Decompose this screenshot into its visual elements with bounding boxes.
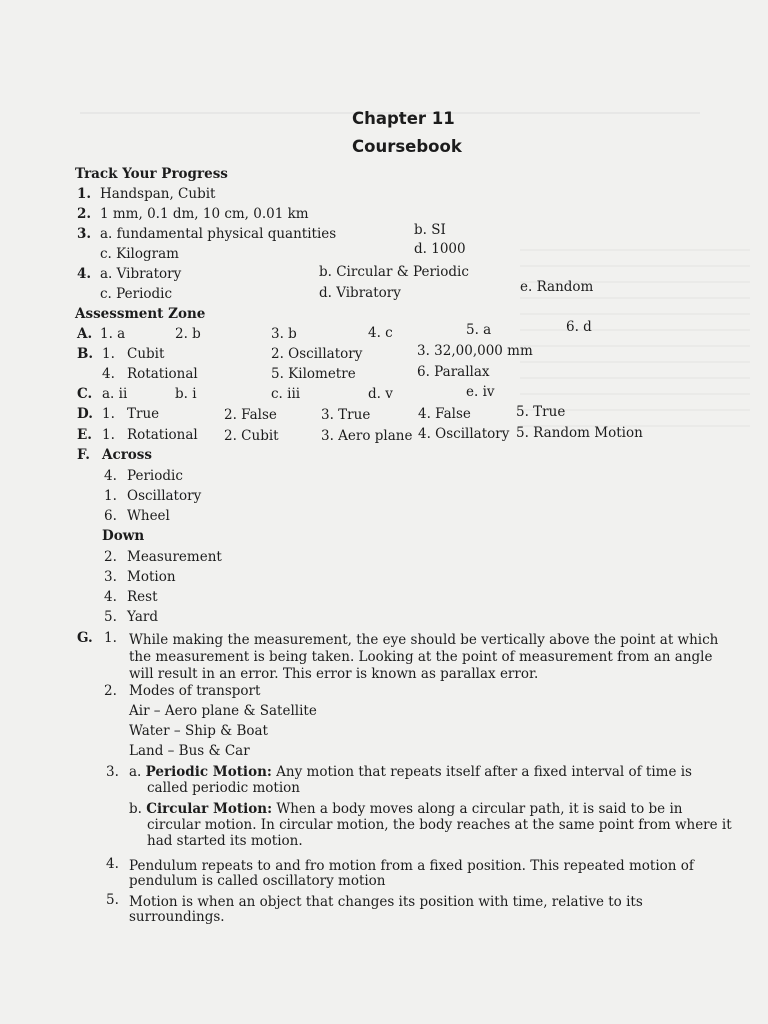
g4-line-1: Pendulum repeats to and fro motion from a fixed position. This repeated motion of (129, 858, 694, 874)
b-r1-num: 1. (102, 346, 115, 362)
track-q3-a: a. fundamental physical quantities (100, 226, 337, 242)
track-q3-d: d. 1000 (414, 241, 466, 257)
a-answer-6: 6. d (566, 319, 592, 335)
across-answer: Oscillatory (127, 488, 202, 504)
g3a-text: Any motion that repeats itself after a fixed interval of time is (271, 764, 692, 780)
b-r2-num: 4. (102, 366, 115, 382)
e-answer-3: 3. Aero plane (321, 428, 413, 444)
down-answer: Motion (127, 569, 176, 585)
assessment-zone-heading: Assessment Zone (75, 306, 206, 322)
g3a-letter: a. (129, 764, 142, 780)
b-answer-3: 3. 32,00,000 mm (417, 343, 533, 359)
e-answer-5: 5. Random Motion (516, 425, 643, 441)
g1-line-2: the measurement is being taken. Looking at the point of measurement from an angle (129, 649, 713, 665)
track-q3-b: b. SI (414, 222, 446, 238)
g2-air: Air – Aero plane & Satellite (129, 703, 317, 719)
d-answer-5: 5. True (516, 404, 566, 420)
c-answer-b: b. i (175, 386, 197, 402)
g2-water: Water – Ship & Boat (129, 723, 268, 739)
c-answer-d: d. v (368, 386, 393, 402)
coursebook-title: Coursebook (352, 137, 462, 156)
track-q2-number: 2. (77, 206, 92, 222)
g3a-term: Periodic Motion: (145, 764, 272, 780)
d-answer-4: 4. False (418, 406, 471, 422)
across-heading: Across (102, 447, 153, 463)
g4-line-2: pendulum is called oscillatory motion (129, 873, 386, 889)
across-num: 1. (104, 488, 117, 504)
track-q3-number: 3. (77, 226, 92, 242)
down-num: 5. (104, 609, 117, 625)
across-answer: Periodic (127, 468, 183, 484)
b-answer-6: 6. Parallax (417, 364, 490, 380)
g3a-line-1 (129, 764, 692, 781)
g2-title: Modes of transport (129, 683, 261, 699)
g3b-line-3: had started its motion. (147, 833, 303, 849)
g3-number: 3. (106, 764, 119, 780)
a-answer-5: 5. a (466, 322, 492, 338)
track-q4-d: d. Vibratory (319, 285, 401, 301)
track-q4-number: 4. (77, 266, 92, 282)
g3b-text: When a body moves along a circular path, it is said to be in (272, 801, 683, 817)
g2-land: Land – Bus & Car (129, 743, 250, 759)
b-answer-1: Cubit (127, 346, 165, 362)
track-progress-heading: Track Your Progress (75, 166, 228, 182)
g2-number: 2. (104, 683, 117, 699)
down-num: 2. (104, 549, 117, 565)
section-g-label: G. (77, 630, 93, 646)
track-q2-answer: 1 mm, 0.1 dm, 10 cm, 0.01 km (100, 206, 309, 222)
down-num: 3. (104, 569, 117, 585)
track-q3-c: c. Kilogram (100, 246, 179, 262)
across-num: 6. (104, 508, 117, 524)
across-num: 4. (104, 468, 117, 484)
d-num-1: 1. (102, 406, 115, 422)
a-answer-2: 2. b (175, 326, 201, 342)
g3b-line-1 (129, 801, 682, 818)
b-answer-4: Rotational (127, 366, 198, 382)
a-answer-4: 4. c (368, 325, 393, 341)
e-answer-1: Rotational (127, 427, 198, 443)
section-d-label: D. (77, 406, 93, 422)
g3b-term: Circular Motion: (146, 801, 273, 817)
track-q4-e: e. Random (520, 279, 594, 295)
g5-number: 5. (106, 892, 119, 908)
down-num: 4. (104, 589, 117, 605)
g3b-line-2: circular motion. In circular motion, the body reaches at the same point from where it (147, 817, 732, 833)
c-answer-e: e. iv (466, 384, 495, 400)
g3b-letter: b. (129, 801, 142, 817)
down-answer: Measurement (127, 549, 222, 565)
down-answer: Rest (127, 589, 158, 605)
down-answer: Yard (127, 609, 159, 625)
a-answer-1: 1. a (100, 326, 126, 342)
d-answer-3: 3. True (321, 407, 371, 423)
b-answer-2: 2. Oscillatory (271, 346, 363, 362)
section-e-label: E. (77, 427, 92, 443)
b-answer-5: 5. Kilometre (271, 366, 356, 382)
track-q4-a: a. Vibratory (100, 266, 182, 282)
g1-line-1: While making the measurement, the eye should be vertically above the point at which (129, 632, 719, 648)
down-heading: Down (102, 528, 145, 544)
c-answer-a: a. ii (102, 386, 128, 402)
e-answer-4: 4. Oscillatory (418, 426, 510, 442)
section-f-label: F. (77, 447, 90, 463)
g3a-line-2: called periodic motion (147, 780, 301, 796)
track-q4-c: c. Periodic (100, 286, 173, 302)
g1-number: 1. (104, 630, 117, 646)
g4-number: 4. (106, 856, 119, 872)
across-answer: Wheel (127, 508, 170, 524)
section-b-label: B. (77, 346, 94, 362)
e-num-1: 1. (102, 427, 115, 443)
track-q1-number: 1. (77, 186, 92, 202)
track-q1-answer: Handspan, Cubit (100, 186, 216, 202)
g5-line-2: surroundings. (129, 909, 225, 925)
g1-line-3: will result in an error. This error is known as parallax error. (129, 666, 539, 682)
d-answer-2: 2. False (224, 407, 277, 423)
a-answer-3: 3. b (271, 326, 297, 342)
section-c-label: C. (77, 386, 93, 402)
d-answer-1: True (127, 406, 160, 422)
chapter-title: Chapter 11 (352, 109, 455, 128)
track-q4-b: b. Circular & Periodic (319, 264, 469, 280)
e-answer-2: 2. Cubit (224, 428, 279, 444)
c-answer-c: c. iii (271, 386, 301, 402)
g5-line-1: Motion is when an object that changes its position with time, relative to its (129, 894, 643, 910)
section-a-label: A. (77, 326, 93, 342)
